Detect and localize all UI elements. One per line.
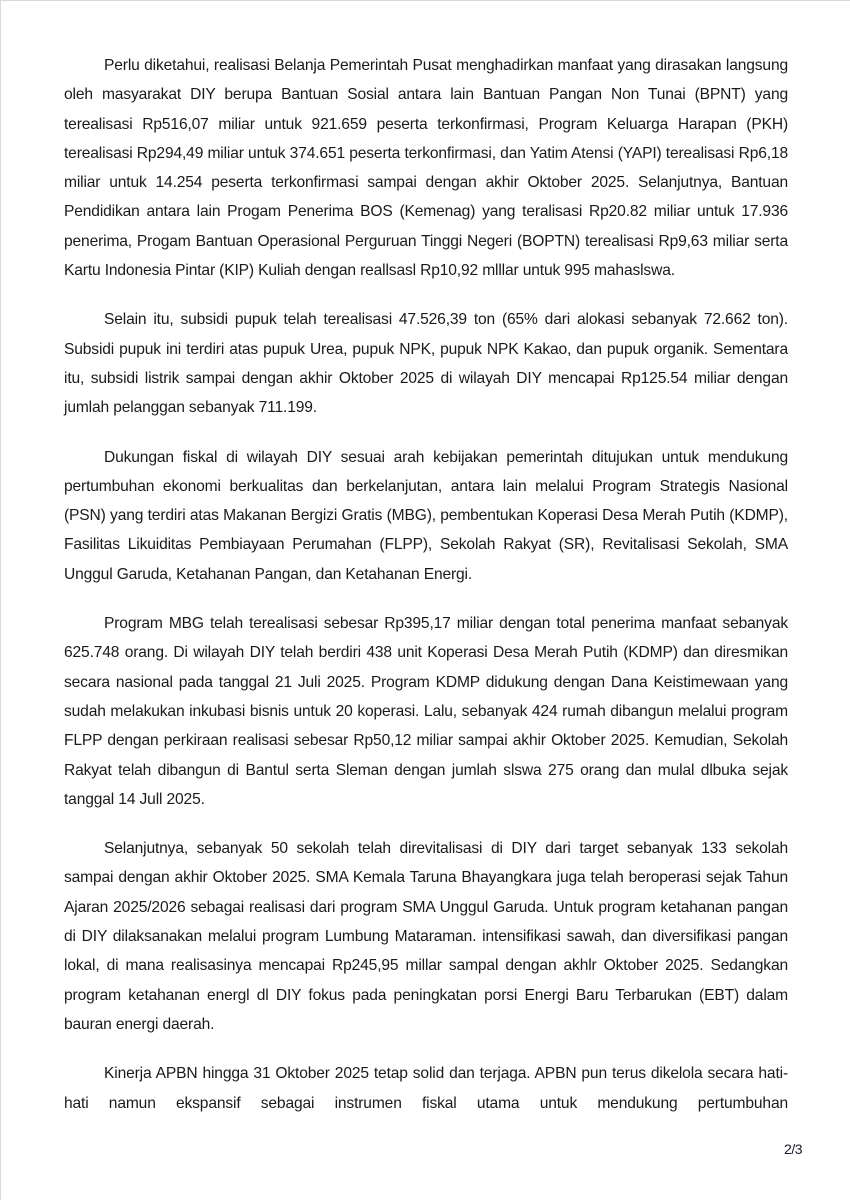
page-number: 2/3: [784, 1141, 802, 1157]
paragraph-program-mbg: Program MBG telah terealisasi sebesar Rp395,17 miliar dengan total penerima manfaat sebanyak 625.748 orang. Di wilayah DIY telah berdiri 438 unit Koperasi Desa Merah Putih (KDMP) dan diresmikan secara nasional pada tanggal 21 Juli 2025. Program KDMP didukung dengan Dana Keistimewaan yang sudah melakukan inkubasi bisnis untuk 20 koperasi. Lalu, sebanyak 424 rumah dibangun melalui program FLPP dengan perkiraan realisasi sebesar Rp50,12 miliar sampai akhir Oktober 2025. Kemudian, Sekolah Rakyat telah dibangun di Bantul serta Sleman dengan jumlah slswa 275 orang dan mulal dlbuka sejak tanggal 14 Jull 2025.: [64, 615, 788, 808]
document-body: [64, 51, 788, 1138]
paragraph-kinerja-apbn: Kinerja APBN hingga 31 Oktober 2025 tetap solid dan terjaga. APBN pun terus dikelola secara hati-hati namun ekspansif sebagai instrumen fiskal utama untuk mendukung pertumbuhan: [64, 1065, 788, 1112]
paragraph-subsidi: Selain itu, subsidi pupuk telah terealisasi 47.526,39 ton (65% dari alokasi sebanyak 72.662 ton). Subsidi pupuk ini terdiri atas pupuk Urea, pupuk NPK, pupuk NPK Kakao, dan pupuk organik. Sementara itu, subsidi listrik sampai dengan akhir Oktober 2025 di wilayah DIY mencapai Rp125.54 miliar dengan jumlah pelanggan sebanyak 711.199.: [64, 311, 788, 417]
paragraph-revitalisasi-sekolah: Selanjutnya, sebanyak 50 sekolah telah direvitalisasi di DIY dari target sebanyak 133 sekolah sampai dengan akhir Oktober 2025. SMA Kemala Taruna Bhayangkara juga telah beroperasi sejak Tahun Ajaran 2025/2026 sebagai realisasi dari program SMA Unggul Garuda. Untuk program ketahanan pangan di DIY dilaksanakan melalui program Lumbung Mataraman. intensifikasi sawah, dan diversifikasi pangan lokal, di mana realisasinya mencapai Rp245,95 millar sampal dengan akhlr Oktober 2025. Sedangkan program ketahanan energl dl DIY fokus pada peningkatan porsi Energi Baru Terbarukan (EBT) dalam bauran energi daerah.: [64, 840, 788, 1033]
paragraph-bantuan-sosial: Perlu diketahui, realisasi Belanja Pemerintah Pusat menghadirkan manfaat yang dirasakan langsung oleh masyarakat DIY berupa Bantuan Sosial antara lain Bantuan Pangan Non Tunai (BPNT) yang terealisasi Rp516,07 miliar untuk 921.659 peserta terkonfirmasi, Program Keluarga Harapan (PKH) terealisasi Rp294,49 miliar untuk 374.651 peserta terkonfirmasi, dan Yatim Atensi (YAPI) terealisasi Rp6,18 miliar untuk 14.254 peserta terkonfirmasi sampai dengan akhir Oktober 2025. Selanjutnya, Bantuan Pendidikan antara lain Progam Penerima BOS (Kemenag) yang teralisasi Rp20.82 miliar untuk 17.936 penerima, Progam Bantuan Operasional Perguruan Tinggi Negeri (BOPTN) terealisasi Rp9,63 miliar serta Kartu Indonesia Pintar (KIP) Kuliah dengan reallsasl Rp10,92 mlllar untuk 995 mahaslswa.: [64, 57, 788, 280]
paragraph-dukungan-fiskal: Dukungan fiskal di wilayah DIY sesuai arah kebijakan pemerintah ditujukan untuk mendukung pertumbuhan ekonomi berkualitas dan berkelanjutan, antara lain melalui Program Strategis Nasional (PSN) yang terdiri atas Makanan Bergizi Gratis (MBG), pembentukan Koperasi Desa Merah Putih (KDMP), Fasilitas Likuiditas Pembiayaan Perumahan (FLPP), Sekolah Rakyat (SR), Revitalisasi Sekolah, SMA Unggul Garuda, Ketahanan Pangan, dan Ketahanan Energi.: [64, 448, 788, 583]
